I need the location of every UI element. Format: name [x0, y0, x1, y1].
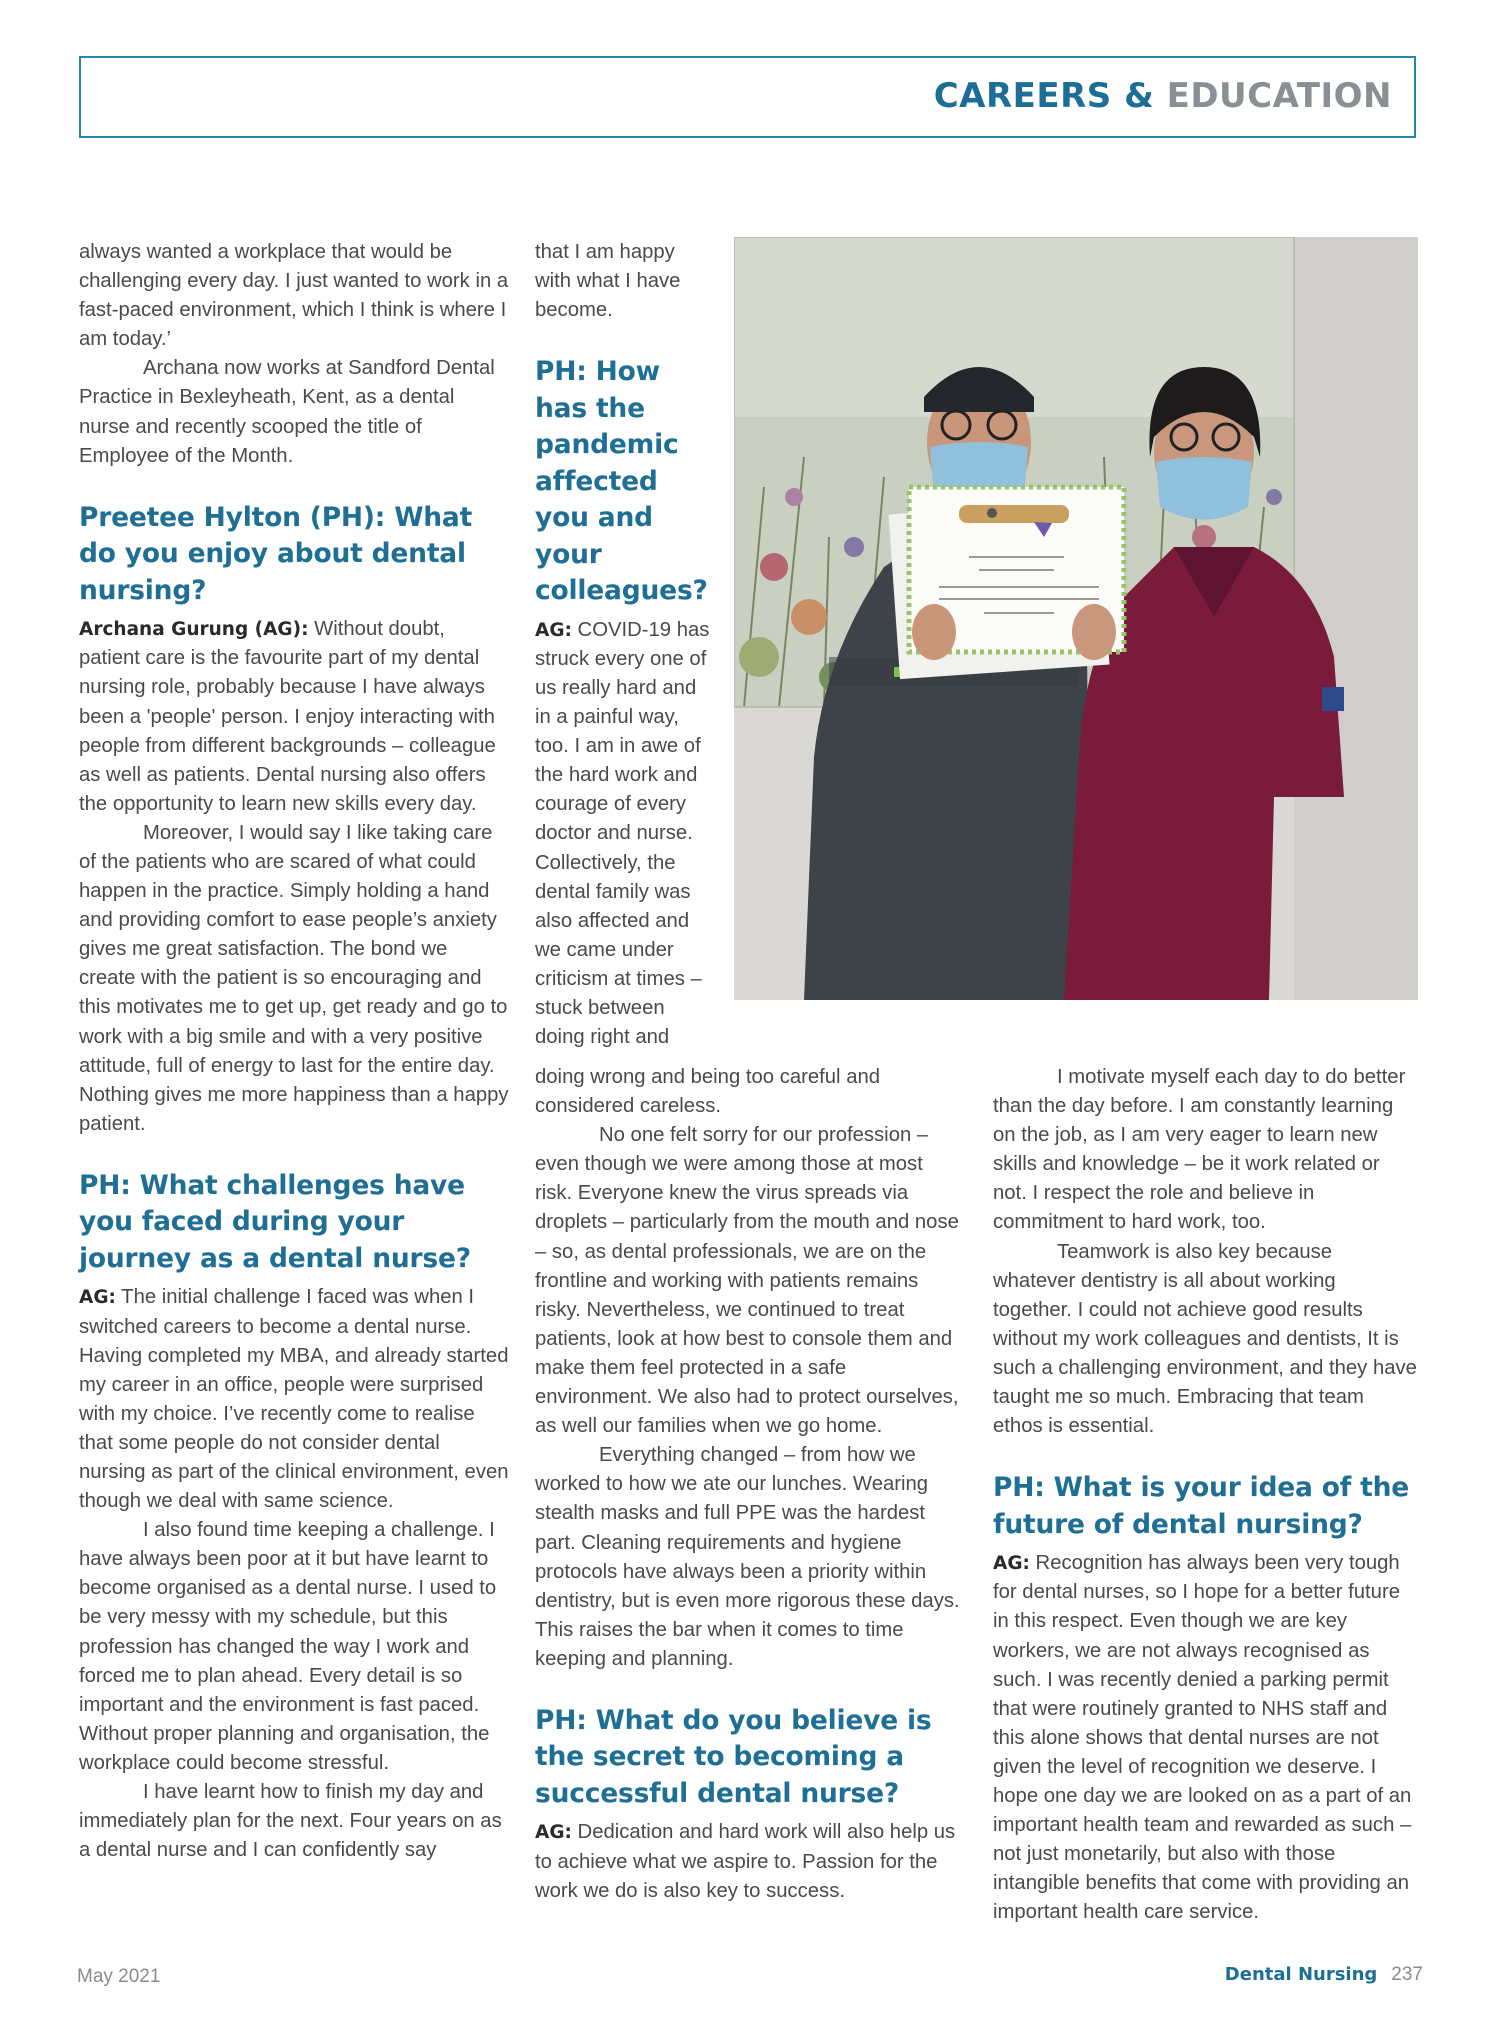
answer-text: The initial challenge I faced was when I switched careers to become a dental nurse. Having completed my MBA, and already started my career in an office, people were surprised with my choice. I’ve recently come to realise that some people do not consider dental nursing as part of the clinical environment, even though we deal with same science.: [79, 1286, 509, 1513]
page-number: 237: [1391, 1964, 1423, 1985]
speaker-label: AG:: [535, 1822, 572, 1844]
section-title: [934, 76, 1392, 116]
page-footer: [1225, 1964, 1423, 1986]
paragraph: Teamwork is also key because whatever dentistry is all about working together. I could not achieve good results without my work colleagues and dentists, It is such a challenging environment, and they have taught me so much. Embracing that team ethos is essential.: [993, 1240, 1417, 1438]
paragraph: I motivate myself each day to do better than the day before. I am constantly learning on the job, as I am very eager to learn new skills and knowledge – be it work related or not. I respect the role and believe in commitment to hard work, too.: [993, 1066, 1406, 1234]
article-column-2-wide: [535, 1063, 965, 1906]
answer-text: Dedication and hard work will also help us to achieve what we aspire to. Passion for the work we do is also key to success.: [535, 1821, 956, 1902]
interview-answer: [79, 615, 509, 819]
paragraph: always wanted a workplace that would be challenging every day. I just wanted to work in a fast-paced environment, which I think is where I am today.’: [79, 241, 509, 351]
paragraph: Archana now works at Sandford Dental Practice in Bexleyheath, Kent, as a dental nurse and recently scooped the title of Employee of the Month.: [79, 357, 495, 467]
paragraph: Moreover, I would say I like taking care of the patients who are scared of what could happen in the practice. Simply holding a hand and providing comfort to ease people’s anxiety gives me great satisfaction. The bond we create with the patient is so encouraging and this motivates me to get up, get ready and go to work with a big smile and with a very positive attitude, full of energy to last for the entire day. Nothing gives me more happiness than a happy patient.: [79, 821, 509, 1135]
answer-text: COVID-19 has struck every one of us really hard and in a painful way, too. I am in awe of the hard work and courage of every doctor and nurse. Collectively, the dental family was also affected and we came under criticism at times – stuck between doing right and: [535, 618, 710, 1049]
paragraph: I also found time keeping a challenge. I have always been poor at it but have learnt to become organised as a dental nurse. I used to be very messy with my schedule, but this profession has changed the way I work and forced me to plan ahead. Every detail is so important and the environment is fast paced. Without proper planning and organisation, the workplace could become stressful.: [79, 1519, 497, 1774]
interview-question: Preetee Hylton (PH): What do you enjoy about dental nursing?: [79, 501, 473, 606]
speaker-label: AG:: [535, 619, 572, 641]
photo-illustration: [734, 237, 1418, 1000]
magazine-name: Dental Nursing: [1224, 1964, 1378, 1985]
interview-question: PH: What do you believe is the secret to becoming a successful dental nurse?: [535, 1704, 932, 1809]
interview-question: PH: What challenges have you faced during your journey as a dental nurse?: [79, 1169, 471, 1274]
article-column-1: [79, 238, 509, 1865]
article-column-3: [993, 1063, 1418, 1927]
paragraph: doing wrong and being too careful and considered careless.: [535, 1066, 881, 1118]
paragraph: Everything changed – from how we worked to how we ate our lunches. Wearing stealth masks and full PPE was the hardest part. Cleaning requirements and hygiene protocols have always been a priority within dentistry, but is even more rigorous these days. This raises the bar when it comes to time keeping and planning.: [535, 1444, 960, 1670]
interview-answer: [535, 616, 715, 1052]
speaker-label: AG:: [993, 1553, 1030, 1575]
speaker-label: AG:: [79, 1287, 116, 1309]
answer-text: Without doubt, patient care is the favourite part of my dental nursing role, probably because I have always been a 'people' person. I enjoy interacting with people from different backgrounds – colleague as well as patients. Dental nursing also offers the opportunity to learn new skills every day.: [79, 618, 496, 815]
interview-question: PH: How has the pandemic affected you and your colleagues?: [535, 356, 708, 607]
interview-answer: [993, 1549, 1418, 1927]
interview-answer: [535, 1818, 965, 1905]
article-column-2-narrow: [535, 238, 715, 1052]
section-title-careers: CAREERS: [933, 76, 1112, 116]
issue-date: May 2021: [77, 1966, 161, 1987]
speaker-label: Archana Gurung (AG):: [79, 619, 309, 641]
answer-text: Recognition has always been very tough for dental nurses, so I hope for a better future in this respect. Even though we are key workers, we are not always recognised as such. I was recently denied a parking permit that were routinely granted to NHS staff and this alone shows that dental nurses are not given the level of recognition we deserve. I hope one day we are looked on as a part of an important health team and rewarded as such – not just monetarily, but also with those intangible benefits that come with providing an important health care service.: [993, 1552, 1412, 1924]
paragraph: No one felt sorry for our profession – even though we were among those at most risk. Everyone knew the virus spreads via droplets – particularly from the mouth and nose – so, as dental professionals, we are on the frontline and working with patients remains risky. Nevertheless, we continued to treat patients, look at how best to console them and make them feel protected in a safe environment. We also had to protect ourselves, as well our families when we go home.: [535, 1124, 959, 1438]
section-title-ampersand: &: [1124, 76, 1155, 116]
certificate: [889, 487, 1124, 679]
interview-answer: [79, 1283, 509, 1516]
interview-question: PH: What is your idea of the future of dental nursing?: [993, 1472, 1410, 1540]
paragraph: I have learnt how to finish my day and immediately plan for the next. Four years on as a dental nurse and I can confidently say: [79, 1781, 502, 1862]
section-header: [79, 56, 1416, 138]
paragraph: that I am happy with what I have become.: [535, 241, 681, 322]
section-title-education: EDUCATION: [1166, 76, 1392, 116]
article-photo: [734, 237, 1418, 1000]
